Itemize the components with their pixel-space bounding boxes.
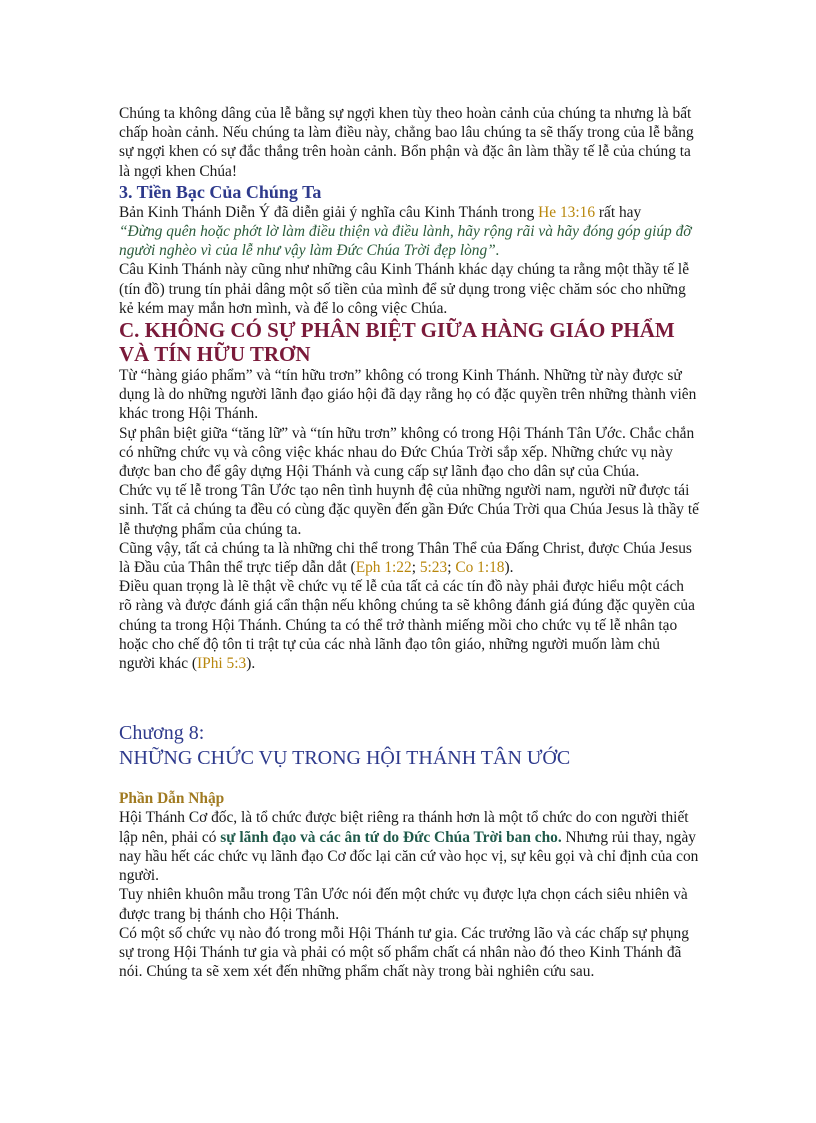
heading-introduction: Phần Dẫn Nhập (119, 790, 225, 808)
spacer (119, 771, 699, 789)
paragraph-priesthood: Chức vụ tế lễ trong Tân Ước tạo nên tình huynh đệ của những người nam, người nữ được tái sinh. Tất cả chúng ta đều có cùng đặc quyền đến gần Đức Chúa Trời qua Chúa Jesus là thầy tế lễ thượng phẩm của chúng ta. (119, 482, 699, 538)
scripture-link-co-1-18[interactable]: Co 1:18 (455, 559, 505, 577)
chapter-number: Chương 8: (119, 722, 205, 745)
paragraph-faithful-priest: Câu Kinh Thánh này cũng như những câu Kinh Thánh khác dạy chúng ta rằng một thầy tế lễ (tín đồ) trung tín phải dâng một số tiền của mình để sử dụng trong việc chăm sóc cho những kẻ kém may mắn hơn mình, và để lo công việc Chúa. (119, 261, 690, 317)
heading-section-c: C. KHÔNG CÓ SỰ PHÂN BIỆT GIỮA HÀNG GIÁO PHẨM VÀ TÍN HỮU TRƠN (119, 318, 675, 367)
paragraph-importance: Điều quan trọng là lẽ thật về chức vụ tế lễ của tất cả các tín đồ này phải được hiểu một cách rõ ràng và được đánh giá cẩn thận nếu không chúng ta sẽ không đánh giá đúng đặc quyền của chúng ta trong Hội Thánh. Chúng ta có thể trở thành miếng mồi cho chức vụ tế lễ nhân tạo hoặc cho chế độ tôn ti trật tự của các nhà lãnh đạo tôn giáo, những người muốn làm chủ người khác (IPhi 5:3). (119, 578, 695, 673)
emphasis-god-given-leadership: sự lãnh đạo và các ân tứ do Đức Chúa Trời ban cho. (220, 828, 562, 846)
spacer (119, 673, 699, 721)
chapter-title: NHỮNG CHỨC VỤ TRONG HỘI THÁNH TÂN ƯỚC (119, 747, 571, 770)
paragraph-nt-pattern: Tuy nhiên khuôn mẫu trong Tân Ước nói đến một chức vụ được lựa chọn cách siêu nhiên và được trang bị thánh cho Hội Thánh. (119, 886, 688, 923)
paragraph-paraphrase: Bản Kinh Thánh Diễn Ý đã diễn giải ý nghĩa câu Kinh Thánh trong He 13:16 rất hay (119, 203, 642, 221)
scripture-link-5-23[interactable]: 5:23 (419, 559, 448, 577)
heading-money: 3. Tiền Bạc Của Chúng Ta (119, 181, 322, 202)
quote-hebrews: “Đừng quên hoặc phớt lờ làm điều thiện và điều lành, hãy rộng rãi và hãy đóng góp giúp đỡ người nghèo vì của lễ như vậy làm Đức Chúa Trời đẹp lòng”. (119, 223, 692, 260)
paragraph-distinction: Sự phân biệt giữa “tăng lữ” và “tín hữu trơn” không có trong Hội Thánh Tân Ước. Chắc chắn có những chức vụ và công việc khác nhau do Đức Chúa Trời sắp xếp. Những chức vụ này được ban cho để gây dựng Hội Thánh và cung cấp sự lãnh đạo cho dân sự của Chúa. (119, 424, 695, 481)
paragraph-house-church: Có một số chức vụ nào đó trong mỗi Hội Thánh tư gia. Các trưởng lão và các chấp sự phụng sự trong Hội Thánh tư gia và phải có một số phẩm chất cá nhân nào đó theo Kinh Thánh đã nói. Chúng ta sẽ xem xét đến những phẩm chất này trong bài nghiên cứu sau. (119, 924, 689, 981)
document-page (119, 104, 699, 981)
scripture-link-iphi-5-3[interactable]: IPhi 5:3 (197, 655, 247, 673)
paragraph-body-of-christ: Cũng vậy, tất cả chúng ta là những chi thể trong Thân Thể của Đấng Christ, được Chúa Jesus là Đầu của Thân thể trực tiếp dẫn dắt (Eph 1:22; 5:23; Co 1:18). (119, 539, 692, 577)
scripture-link-he-13-16[interactable]: He 13:16 (538, 203, 596, 221)
paragraph-praise: Chúng ta không dâng của lễ bằng sự ngợi khen tùy theo hoàn cảnh của chúng ta nhưng là bất chấp hoàn cảnh. Nếu chúng ta làm điều này, chẳng bao lâu chúng ta sẽ thấy trong của lễ bằng sự ngợi khen có sự đắc thắng trên hoàn cảnh. Bổn phận và đặc ân làm thầy tế lễ của chúng ta là ngợi khen Chúa! (119, 105, 694, 180)
paragraph-church-leadership: Hội Thánh Cơ đốc, là tổ chức được biệt riêng ra thánh hơn là một tổ chức do con người thiết lập nên, phải có sự lãnh đạo và các ân tứ do Đức Chúa Trời ban cho. Nhưng rủi thay, ngày nay hầu hết các chức vụ lãnh đạo Cơ đốc lại căn cứ vào học vị, sự kêu gọi và chỉ định của con người. (119, 809, 699, 885)
scripture-link-eph-1-22[interactable]: Eph 1:22 (355, 559, 412, 577)
paragraph-clergy-laity: Từ “hàng giáo phẩm” và “tín hữu trơn” không có trong Kinh Thánh. Những từ này được sử dụng là do những người lãnh đạo giáo hội đã dạy rằng họ có đặc quyền trên những thành viên khác trong Hội Thánh. (119, 367, 697, 423)
